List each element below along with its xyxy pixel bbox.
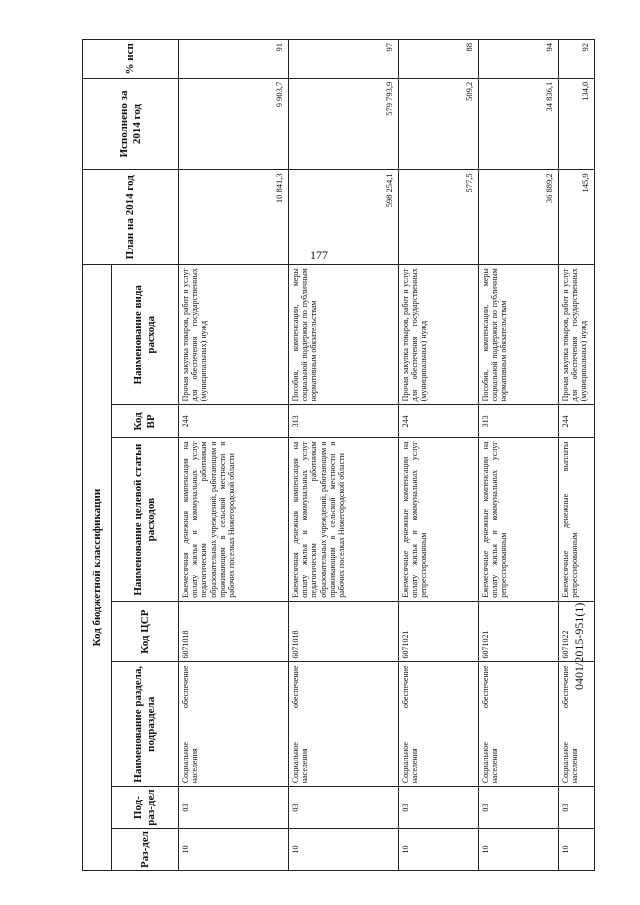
row-vr-name: Прочая закупка товаров, работ и услуг для обеспечения государственных (муниципальных) нужд [399,265,479,405]
row-vr-name: Пособия, компенсации, меры социальной поддержки по публичным нормативным обязательствам [289,265,399,405]
row-pct: 91 [179,40,289,79]
header-vr: Код ВР [112,405,179,438]
table-row [179,40,289,871]
table-row [559,40,595,871]
row-plan: 36 889,2 [479,170,559,265]
row-section: 10 [399,829,479,871]
row-section: 10 [559,829,595,871]
header-vr-name: Наименование вида расхода [112,265,179,405]
row-csr-name: Ежемесячная денежная компенсация на оплату жилья и коммунальных услуг педагогическим работникам образовательных учреждений, работающим и проживающим в сельской местности и рабочих поселках Нижегородской области [289,438,399,601]
row-section: 10 [179,829,289,871]
row-done: 509,2 [399,78,479,170]
header-section-name: Наименование раздела, подраздела [112,662,179,787]
header-pct: % исп [83,40,179,79]
row-csr-name: Ежемесячные денежные компенсации на оплату жилья и коммунальных услуг репрессированным [479,438,559,601]
row-plan: 577,5 [399,170,479,265]
row-section: 10 [289,829,399,871]
row-done: 9 903,7 [179,78,289,170]
row-section: 10 [479,829,559,871]
row-csr-name: Ежемесячная денежная компенсация на оплату жилья и коммунальных услуг педагогическим работникам образовательных учреждений, работающим и проживающим в сельской местности и рабочих поселках Нижегородской области [179,438,289,601]
budget-table [82,39,595,871]
row-vr: 313 [479,405,559,438]
row-section-name: Социальное обеспечение населения [559,662,595,787]
row-pct: 92 [559,40,595,79]
row-plan: 598 254,1 [289,170,399,265]
document-code: 0401/2015-951(1) [572,602,586,690]
row-pct: 97 [289,40,399,79]
row-section-name: Социальное обеспечение населения [479,662,559,787]
row-subsection: 03 [399,787,479,829]
header-csr: Код ЦСР [112,601,179,662]
row-done: 34 836,1 [479,78,559,170]
table-row [289,40,399,871]
table-row [399,40,479,871]
row-done: 134,0 [559,78,595,170]
row-csr: 6071021 [399,601,479,662]
header-done: Исполнено за 2014 год [83,78,179,170]
row-vr-name: Прочая закупка товаров, работ и услуг для обеспечения государственных (муниципальных) нужд [179,265,289,405]
row-done: 579 793,9 [289,78,399,170]
row-section-name: Социальное обеспечение населения [399,662,479,787]
row-pct: 88 [399,40,479,79]
row-csr-name: Ежемесячные денежные выплаты репрессированным [559,438,595,601]
row-vr: 244 [559,405,595,438]
row-subsection: 03 [479,787,559,829]
rotated-table-container [82,39,595,871]
row-subsection: 03 [559,787,595,829]
row-plan: 10 841,3 [179,170,289,265]
header-section: Раз-дел [112,829,179,871]
row-vr-name: Прочая закупка товаров, работ и услуг для обеспечения государственных (муниципальных) нужд [559,265,595,405]
table-group-header: Код бюджетной классификации [83,265,112,871]
row-csr: 6071018 [289,601,399,662]
row-subsection: 03 [289,787,399,829]
header-plan: План на 2014 год [83,170,179,265]
row-csr-name: Ежемесячные денежные компенсации на оплату жилья и коммунальных услуг репрессированным [399,438,479,601]
row-vr: 244 [399,405,479,438]
table-row [479,40,559,871]
row-pct: 94 [479,40,559,79]
row-csr: 6071022 [559,601,595,662]
row-subsection: 03 [179,787,289,829]
header-csr-name: Наименование целевой статьи расходов [112,438,179,601]
row-csr: 6071018 [179,601,289,662]
row-vr-name: Пособия, компенсации, меры социальной поддержки по публичным нормативным обязательствам [479,265,559,405]
row-vr: 244 [179,405,289,438]
row-csr: 6071021 [479,601,559,662]
header-subsection: Под-раз-дел [112,787,179,829]
row-section-name: Социальное обеспечение населения [179,662,289,787]
row-plan: 145,9 [559,170,595,265]
row-vr: 313 [289,405,399,438]
page-number: 177 [310,248,328,262]
row-section-name: Социальное обеспечение населения [289,662,399,787]
